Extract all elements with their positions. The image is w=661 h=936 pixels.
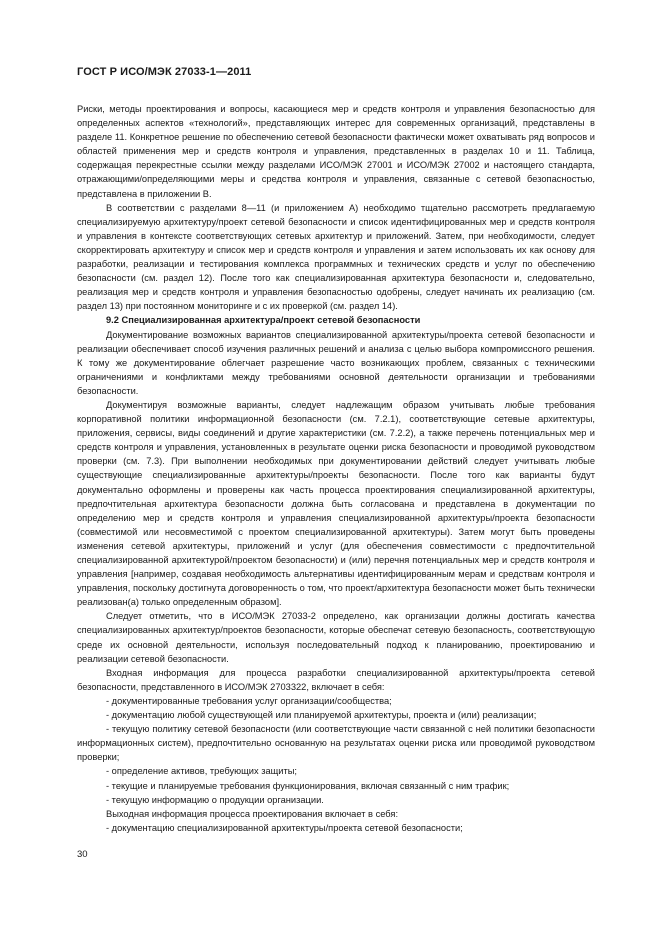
paragraph: Входная информация для процесса разработки специализированной архитектуры/проекта сетевой безопасности, представленного в ИСО/МЭК 2703322, включает в себя:: [77, 667, 595, 692]
section-heading: 9.2 Специализированная архитектура/проект сетевой безопасности: [106, 315, 421, 326]
list-item: - документированные требования услуг организации/сообщества;: [106, 695, 392, 706]
list-item: - текущую информацию о продукции организации.: [106, 794, 324, 805]
list-item: - документацию специализированной архитектуры/проекта сетевой безопасности;: [106, 822, 463, 833]
paragraph: Риски, методы проектирования и вопросы, касающиеся мер и средств контроля и управления безопасностью для определенных аспектов «технологий», представляющих интерес для современных организаций, представлены в разделе 11. Конкретное решение по обеспечению сетевой безопасности фактически может охватывать ряд вопросов и областей применения мер и средств контроля и управления, представленных в разделах 10 и 11. Таблица, содержащая перекрестные ссылки между разделами ИСО/МЭК 27001 и ИСО/МЭК 27002 и настоящего стандарта, отражающими/определяющими меры и средства контроля и управления, связанные с сетевой безопасностью, представлена в приложении В.: [77, 104, 595, 199]
list-item: - текущие и планируемые требования функционирования, включая связанный с ним трафик;: [106, 780, 510, 791]
paragraph: Следует отметить, что в ИСО/МЭК 27033-2 определено, как организации должны достигать качества специализированных архитектур/проектов безопасности, которые обеспечат сетевую безопасность, соответствующую среде их основной деятельности, используя последовательный подход к планированию, проектированию и реализации сетевой безопасности.: [77, 611, 595, 664]
paragraph: Выходная информация процесса проектирования включает в себя:: [106, 808, 399, 819]
list-item: - определение активов, требующих защиты;: [106, 766, 297, 777]
paragraph: В соответствии с разделами 8—11 (и приложением А) необходимо тщательно рассмотреть предлагаемую специализируемую архитектуру/проект сетевой безопасности и список идентифицированных мер и средств контроля и управления в контексте соответствующих сетевых архитектур и приложений. Затем, при необходимости, следует скорректировать архитектуру и список мер и средств контроля и управления и затем использовать их как основу для разработки, реализации и тестирования комплекса программных и технических средств и услуг по обеспечению безопасности (см. раздел 12). После того как специализированная архитектура безопасности и, следовательно, реализация мер и средств контроля и управления безопасностью одобрены, следует начинать их реализацию (см. раздел 13) при постоянном мониторинге и с их проверкой (см. раздел 14).: [77, 202, 595, 312]
list-item: - текущую политику сетевой безопасности (или соответствующие части связанной с ней политики безопасности информационных систем), предпочтительно основанную на результатах оценки риска или проводимой руководством проверки;: [77, 724, 595, 763]
paragraph: Документирование возможных вариантов специализированной архитектуры/проекта сетевой безопасности и реализации обеспечивает способ изучения различных решений и анализа с целью выбора компромиссного решения. К тому же документирование облегчает разрешение часто возникающих проблем, связанных с техническими ограничениями и конфликтами между требованиями основной деятельности организации и требованиями безопасности.: [77, 329, 595, 396]
standard-header: ГОСТ Р ИСО/МЭК 27033-1—2011: [77, 66, 252, 78]
body-text: [77, 102, 595, 835]
list-item: - документацию любой существующей или планируемой архитектуры, проекта и (или) реализации;: [106, 710, 537, 721]
page-number: 30: [77, 849, 88, 860]
paragraph: Документируя возможные варианты, следует надлежащим образом учитывать любые требования корпоративной политики информационной безопасности (см. 7.2.1), соответствующие сетевые архитектуры, приложения, сервисы, виды соединений и другие характеристики (см. 7.2.2), а также перечень потенциальных мер и средств контроля и управления, установленных в результате оценки риска безопасности и проводимой руководством проверки (см. 7.3). При выполнении необходимых при документировании действий следует учитывать любые существующие специализированные архитектуры/проекты безопасности. После того как варианты будут документально оформлены и проверены как часть процесса проектирования специализированной архитектуры, предпочтительная архитектура безопасности должна быть согласована и представлена в документации по определению мер и средств контроля и управления специализированной архитектуры/проекта безопасности (совместимой или несовместимой с проектом специализированной архитектуры). Затем могут быть проведены изменения сетевой архитектуры, приложений и услуг (для обеспечения совместимости с предпочтительной специализированной архитектурой/проектом безопасности) и (или) перечня потенциальных мер и средств контроля и управления [например, создавая необходимость альтернативы идентифицированным мерам и средствам контроля и управления, поскольку достигнута договоренность о том, что проект/архитектура безопасности может быть технически реализован(а) только определенным образом].: [77, 399, 595, 608]
